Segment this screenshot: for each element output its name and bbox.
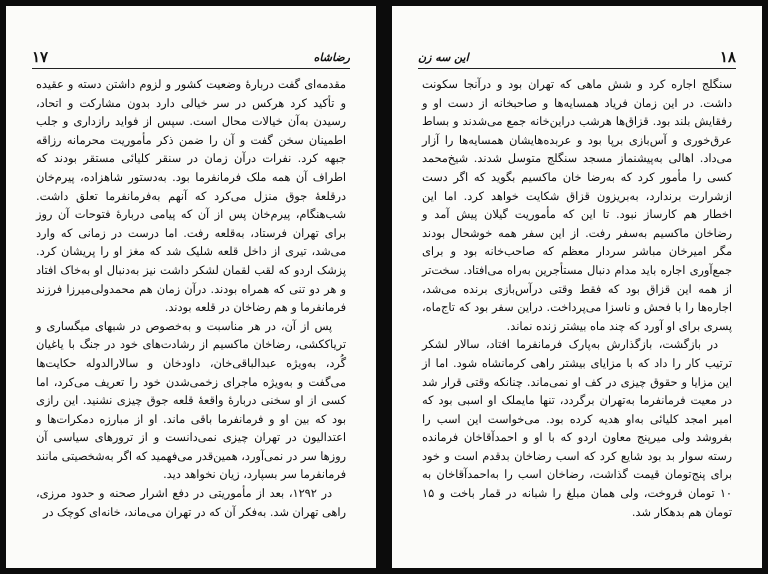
running-title: این سه زن [418,51,469,64]
paragraph: در بازگشت، بازگذارش به‌پارک فرمانفرما افتاد، سالار لشکر ترتیب کار را داد که با مزایای بیشتر راهی کرمانشاه شود. اما از این مزایا و حقوق چیزی در کف او نمی‌ماند. چنانکه وقتی قرار شد در معیت فرمانفرما به‌تهران برگردد، تنها مایملک او اسبی بود که امیر امجد کلیائی به‌او هدیه کرده بود. می‌خواست این اسب را بفروشد ولی میرپنج معاون اردو که با او و احمدآقاخان فرمانده رسته سوار بد بود شایع کرد که اسب رضاخان بدقدم است و خود برای پنج‌تومان قیمت گذاشت، رضاخان اسب را به‌احمدآقاخان به ۱۰ تومان فروخت، ولی همان مبلغ را شبانه در قمار باخت و ۱۵ تومان هم بدهکار شد. [422,338,732,519]
page-number: ۱۸ [719,48,736,66]
page-header [418,46,736,69]
right-page [392,6,762,568]
page-header [32,46,350,69]
running-title: رضاشاه [313,51,350,64]
paragraph: پس از آن، در هر مناسبت و به‌خصوص در شبهای میگساری و تریاککشی، رضاخان ماکسیم از رشادت‌های خود در جنگ با یاغیان گُرد، به‌ویژه عبدالباقی‌خان، داودخان و سالارالدوله حکایت‌ها می‌گفت و به‌ویژه ماجرای زخمی‌شدن خود را تعریف می‌کرد، اما کسی از او سخنی دربارهٔ واقعهٔ قلعه جوق چیزی نشنید. این رازی بود که بین او و فرمانفرما باقی ماند. او از مبارزه دمکرات‌ها و اعتدالیون در تهران چیزی نمی‌دانست و از ترورهای سیاسی آن روزها سر در نمی‌آورد، همین‌قدر می‌فهمید که اگر به‌شخصیتی مانند فرمانفرما سر بسپارد، زیان نخواهد دید. [36,319,346,482]
left-page [6,6,376,568]
paragraph: در ۱۲۹۲، بعد از مأموریتی در دفع اشرار صحنه و حدود مرزی، راهی تهران شد. به‌فکر آن که در تهران می‌ماند، خانه‌ای کوچک در [36,487,346,519]
paragraph: سنگلج اجاره کرد و شش ماهی که تهران بود و درآنجا سکونت داشت. در این زمان فریاد همسایه‌ها و صاحبخانه از دست او و رفقایش بلند بود. قزاق‌ها هرشب دراین‌خانه جمع می‌شدند و بساط عرق‌خوری و آس‌بازی برپا بود و عربده‌هایشان همسایه‌ها را آزار می‌داد. اهالی به‌پیشنماز مسجد سنگلج متوسل شدند. شیخ‌محمد کسی را مأمور کرد که به‌رضا خان ماکسیم بگوید که اگر دست ازشرارت برندارد، به‌بریزون قزاق شکایت خواهد کرد. اما این اخطار هم کارساز نبود. تا این که مأموریت گیلان پیش آمد و رضاخان ماکسیم به‌سفر رفت. از این سفر همه خوشحال بودند مگر امیرخان مباشر سردار معظم که صاحب‌خانه بود و برای جمع‌آوری اجاره باید مدام دنبال مستأجرین به‌راه می‌افتاد. سخت‌تر از همه این قزاق بود که فقط وقتی درآس‌بازی برنده می‌شد، اجاره‌ها را با فحش و ناسزا می‌پرداخت. دراین سفر بود که تاج‌ماه، پسری برای او آورد که چند ماه بیشتر زنده نماند. [422,78,732,333]
page-number: ۱۷ [32,48,49,66]
page-body [422,76,732,522]
page-body [36,76,346,522]
paragraph: مقدمه‌ای گفت دربارهٔ وضعیت کشور و لزوم داشتن دسته و عقیده و تأکید کرد هرکس در سر خیالی دارد بدون مشارکت و اتحاد، رسیدن به‌آن خیالات محال است. سپس از فواید رازداری و جلب اطمینان سخن گفت و آن را ضمن ذکر مأموریت محرمانه رزاقه جبهه کرد. نفرات درآن زمان در سنقر کلیائی مستقر بودند که اطراف آن همه ملک فرمانفرما بود. به‌دستور شاهزاده، پیرم‌خان درقلعهٔ جوق منزل می‌کرد که آنهم به‌فرمانفرما تعلق داشت. شب‌هنگام، پیرم‌خان پس از آن که پیامی دربارهٔ فتوحات آن روز برای تهران فرستاد، به‌قلعه رفت. اما درست در زمانی که وارد می‌شد، تیری از داخل قلعه شلیک شد که مغز او را پریشان کرد. پزشک اردو که لقب لقمان لشکر داشت نیز به‌دنبال او به‌خاک افتاد و هر دو تنی که همراه بودند. درآن زمان هم محمدولی‌میرزا فرزند فرمانفرما و هم رضاخان در قلعه بودند. [36,78,346,315]
